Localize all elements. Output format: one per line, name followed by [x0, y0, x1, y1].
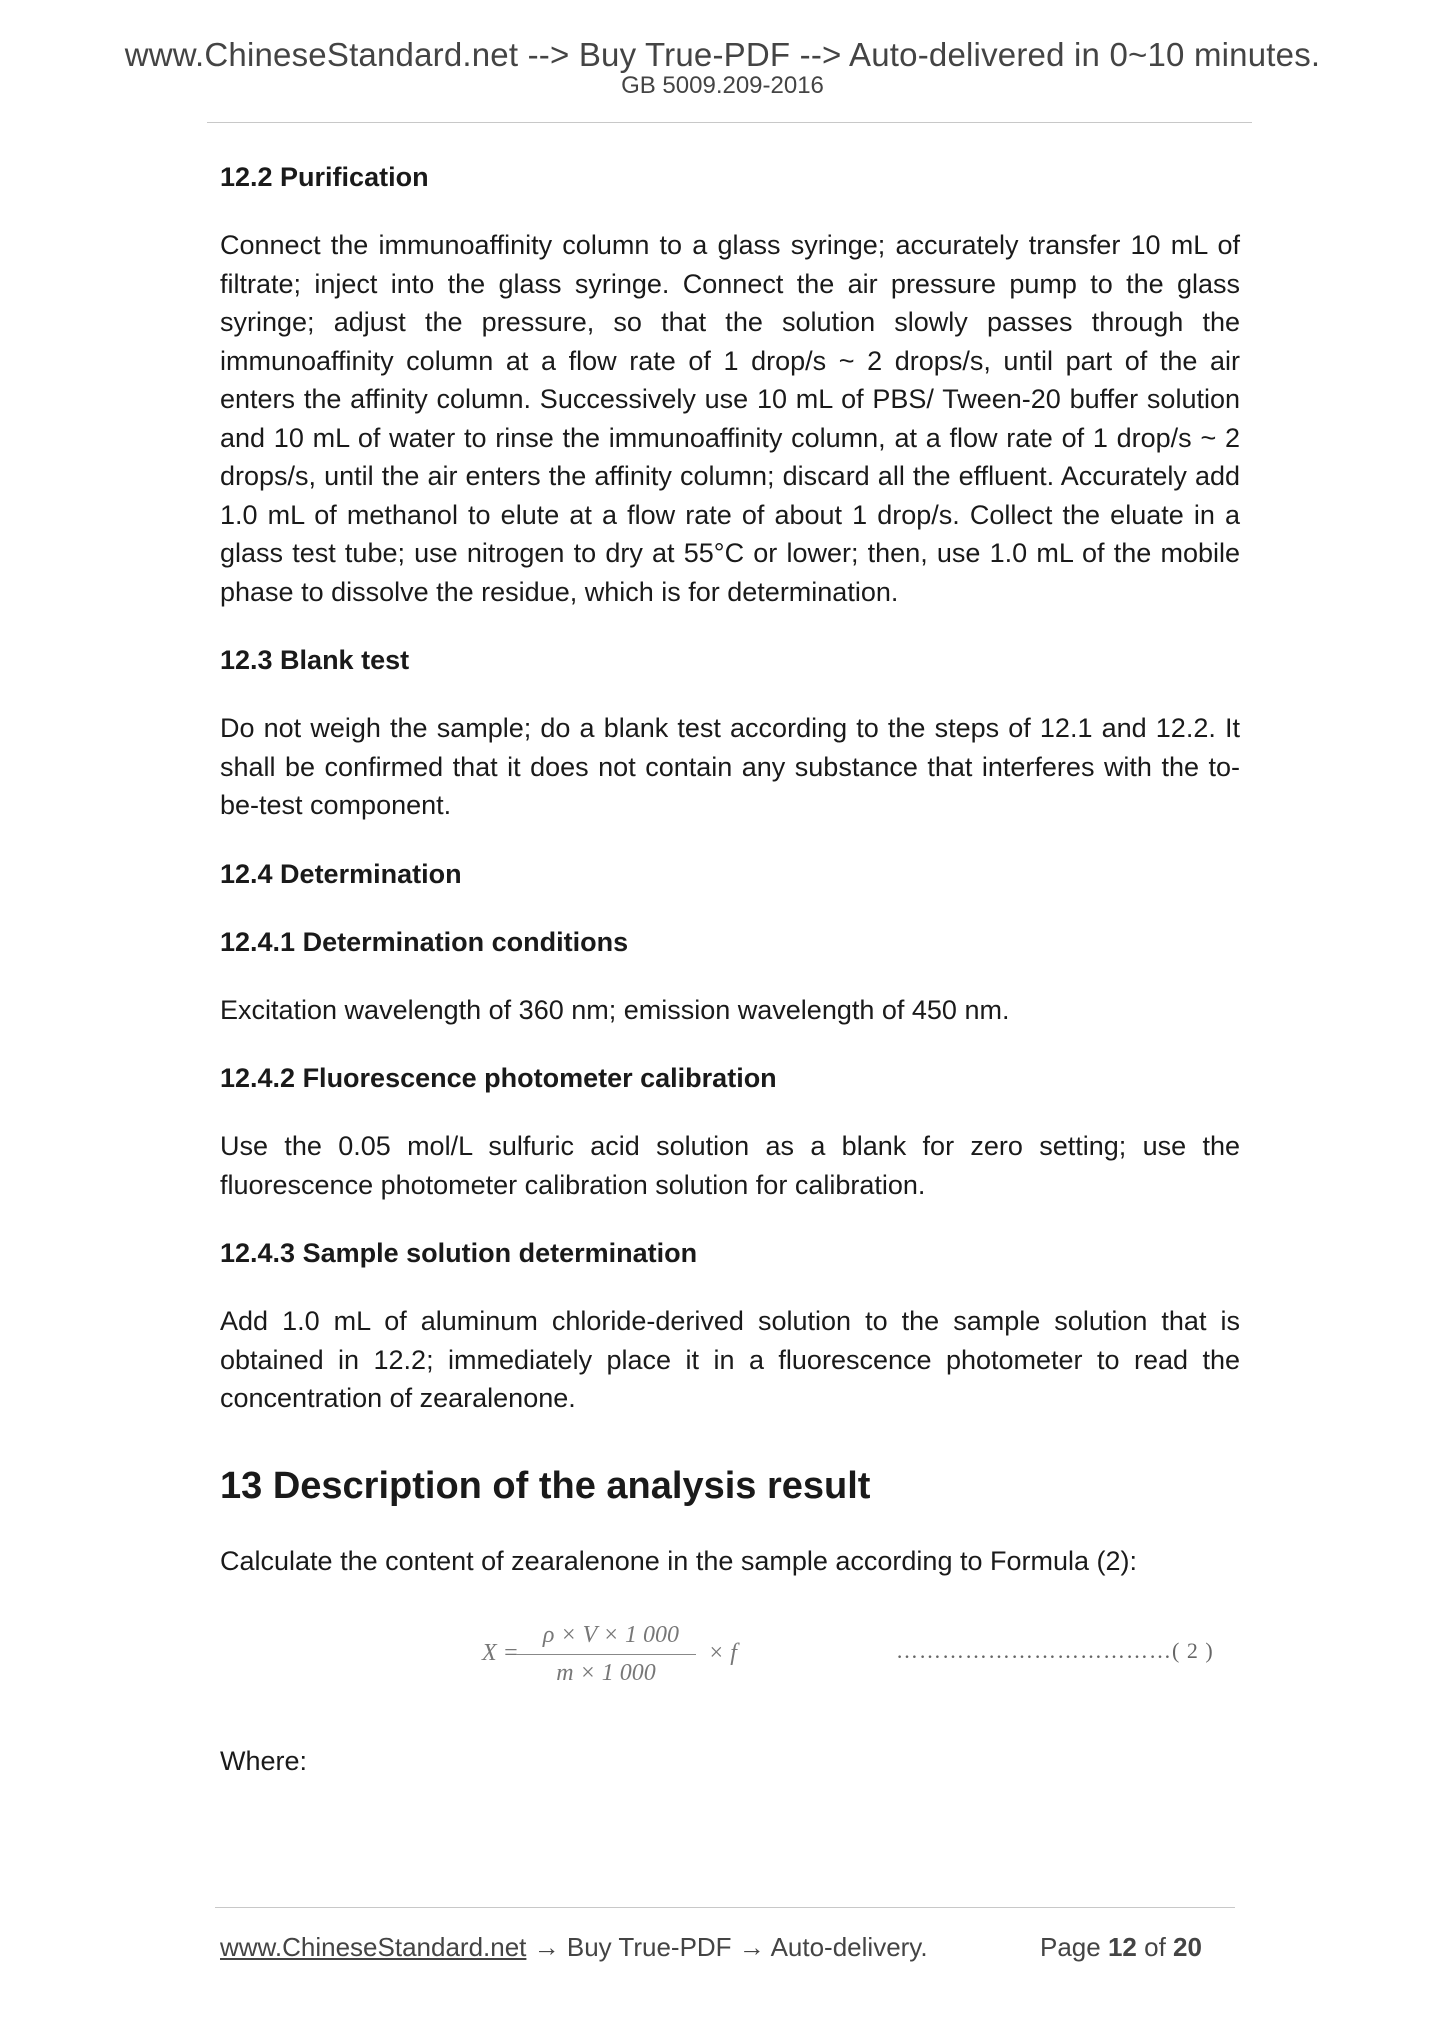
- of-label: of: [1144, 1932, 1166, 1962]
- page-number: 12: [1107, 1932, 1137, 1962]
- formula-numerator: ρ × V × 1 000: [542, 1622, 680, 1648]
- header-banner: www.ChineseStandard.net --> Buy True-PDF --> Auto-delivered in 0~10 minutes.: [124, 36, 1321, 73]
- section-12-3-heading: 12.3 Blank test: [220, 645, 410, 675]
- formula-denominator: m × 1 000: [556, 1660, 656, 1686]
- header-divider: [207, 122, 1252, 123]
- section-12-4-3-heading: 12.4.3 Sample solution determination: [220, 1238, 698, 1268]
- footer-left: [220, 1932, 928, 1963]
- section-13-intro: Calculate the content of zearalenone in the sample according to Formula (2):: [220, 1545, 1138, 1576]
- section-12-4-2-body: Use the 0.05 mol/L sulfuric acid solution as a blank for zero setting; use the fluorescence photometer calibration solution for calibration.: [220, 1131, 1240, 1200]
- fraction-bar: [516, 1654, 696, 1655]
- footer-divider: [215, 1907, 1235, 1908]
- section-12-4-1-body: Excitation wavelength of 360 nm; emission wavelength of 450 nm.: [220, 994, 1010, 1025]
- equation-number: ………………………………( 2 ): [896, 1638, 1214, 1663]
- section-12-2-body: Connect the immunoaffinity column to a glass syringe; accurately transfer 10 mL of filtrate; inject into the glass syringe. Connect the air pressure pump to the glass syringe; adjust the pressure, so that the solution slowly passes through the immunoaffinity column at a flow rate of 1 drop/s ~ 2 drops/s, until part of the air enters the affinity column. Successively use 10 mL of PBS/ Tween-20 buffer solution and 10 mL of water to rinse the immunoaffinity column, at a flow rate of 1 drop/s ~ 2 drops/s, until the air enters the affinity column; discard all the effluent. Accurately add 1.0 mL of methanol to elute at a flow rate of about 1 drop/s. Collect the eluate in a glass test tube; use nitrogen to dry at 55°C or lower; then, use 1.0 mL of the mobile phase to dissolve the residue, which is for determination.: [220, 230, 1240, 607]
- page-total: 20: [1173, 1932, 1202, 1962]
- page-indicator: [1040, 1932, 1202, 1963]
- section-12-4-2-heading: 12.4.2 Fluorescence photometer calibration: [220, 1063, 777, 1093]
- where-label: Where:: [220, 1746, 308, 1776]
- section-12-4-3-body: Add 1.0 mL of aluminum chloride-derived solution to the sample solution that is obtained in 12.2; immediately place it in a fluorescence photometer to read the concentration of zearalenone.: [220, 1306, 1240, 1413]
- formula-lhs: X =: [482, 1640, 519, 1666]
- standard-code: GB 5009.209-2016: [621, 72, 824, 99]
- formula-rhs: × f: [708, 1640, 737, 1666]
- document-body: [220, 158, 1240, 1781]
- page-label: Page: [1040, 1932, 1101, 1962]
- section-12-4-1-heading: 12.4.1 Determination conditions: [220, 926, 629, 957]
- section-12-2-heading: 12.2 Purification: [220, 162, 429, 192]
- footer-site-link[interactable]: www.ChineseStandard.net: [220, 1932, 527, 1962]
- formula-2: [220, 1616, 1240, 1716]
- section-12-4-heading: 12.4 Determination: [220, 858, 462, 889]
- section-12-3-body: Do not weigh the sample; do a blank test according to the steps of 12.1 and 12.2. It shall be confirmed that it does not contain any substance that interferes with the to-be-test component.: [220, 713, 1240, 820]
- footer-tagline: → Buy True-PDF → Auto-delivery.: [526, 1932, 928, 1962]
- section-13-heading: 13 Description of the analysis result: [220, 1464, 871, 1507]
